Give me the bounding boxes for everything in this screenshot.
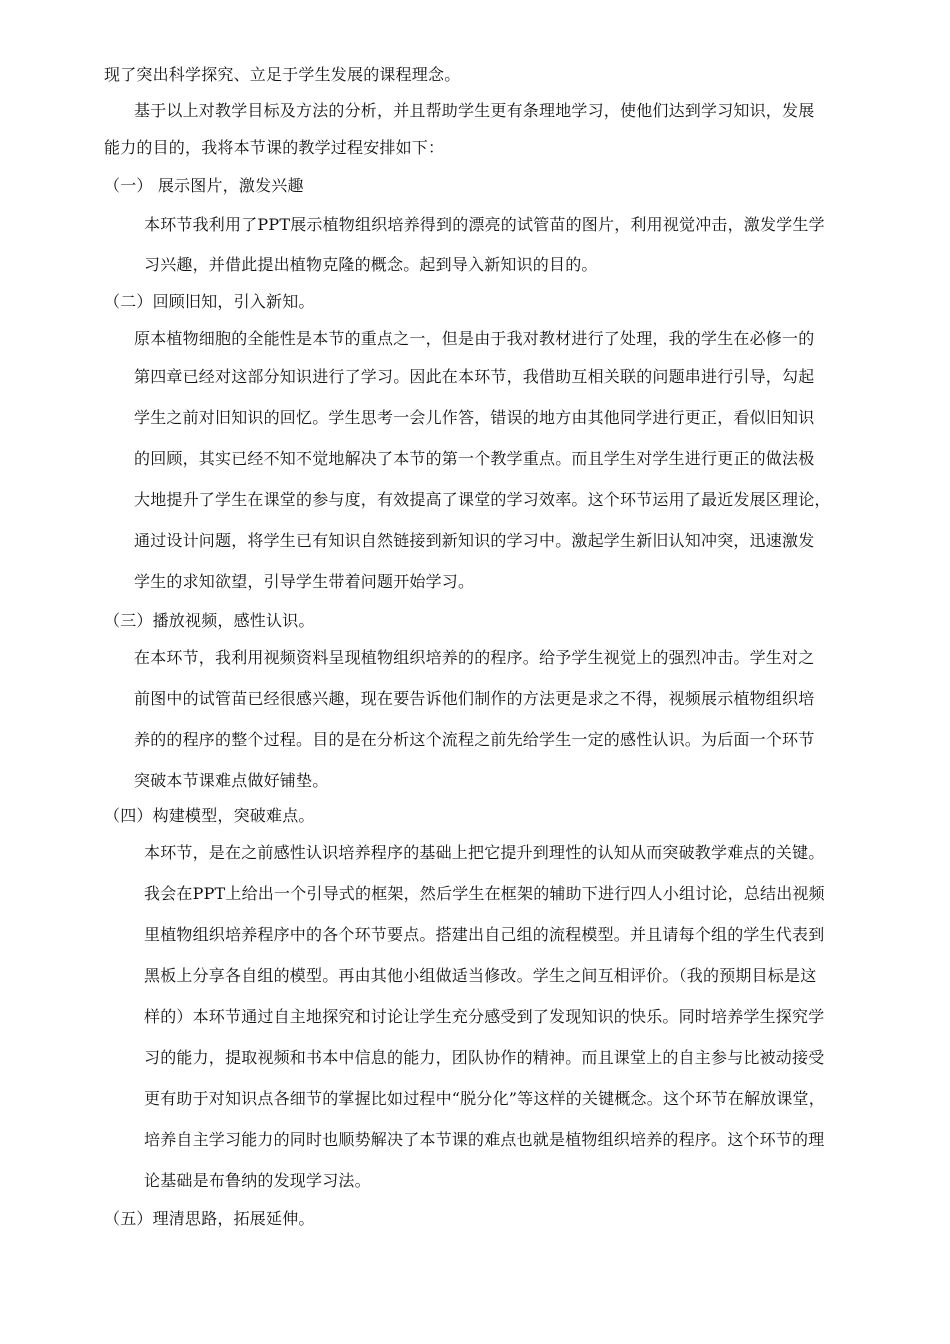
paragraph-line: 里植物组织培养程序中的各个环节要点。搭建出自己组的流程模型。并且请每个组的学生代表到 — [144, 925, 825, 944]
paragraph-line: 前图中的试管苗已经很感兴趣，现在要告诉他们制作的方法更是求之不得，视频展示植物组织培 — [134, 689, 815, 708]
section-heading: （四）构建模型，突破难点。 — [104, 806, 315, 825]
paragraph-line: 学生之前对旧知识的回忆。学生思考一会儿作答，错误的地方由其他同学进行更正，看似旧知识 — [134, 408, 815, 427]
intro-line: 基于以上对教学目标及方法的分析，并且帮助学生更有条理地学习，使他们达到学习知识，发展 — [134, 101, 815, 120]
paragraph-line: 习的能力，提取视频和书本中信息的能力，团队协作的精神。而且课堂上的自主参与比被动接受 — [144, 1048, 825, 1067]
intro-line: 能力的目的，我将本节课的教学过程安排如下： — [104, 138, 445, 157]
paragraph-line: 养的的程序的整个过程。目的是在分析这个流程之前先给学生一定的感性认识。为后面一个环节 — [134, 730, 815, 749]
intro-line: 现了突出科学探究、立足于学生发展的课程理念。 — [104, 65, 461, 84]
paragraph-line: 的回顾，其实已经不知不觉地解决了本节的第一个教学重点。而且学生对学生进行更正的做法极 — [134, 449, 815, 468]
paragraph-line: 突破本节课难点做好铺垫。 — [134, 771, 329, 790]
paragraph-line: 第四章已经对这部分知识进行了学习。因此在本环节，我借助互相关联的问题串进行引导，勾起 — [134, 367, 815, 386]
paragraph-line: 本环节，是在之前感性认识培养程序的基础上把它提升到理性的认知从而突破教学难点的关键。 — [144, 843, 825, 862]
paragraph-line: 我会在PPT上给出一个引导式的框架，然后学生在框架的辅助下进行四人小组讨论，总结出视频 — [144, 884, 825, 903]
paragraph-line: 样的）本环节通过自主地探究和讨论让学生充分感受到了发现知识的快乐。同时培养学生探究学 — [144, 1007, 825, 1026]
paragraph-line: 黑板上分享各自组的模型。再由其他小组做适当修改。学生之间互相评价。（我的预期目标是这 — [144, 966, 817, 985]
paragraph-line: 更有助于对知识点各细节的掌握比如过程中“脱分化”等这样的关键概念。这个环节在解放课堂， — [144, 1089, 825, 1108]
paragraph-line: 本环节我利用了PPT展示植物组织培养得到的漂亮的试管苗的图片，利用视觉冲击，激发学生学 — [144, 215, 825, 234]
paragraph-line: 学生的求知欲望，引导学生带着问题开始学习。 — [134, 572, 475, 591]
section-heading: （二）回顾旧知，引入新知。 — [104, 292, 315, 311]
paragraph-line: 论基础是布鲁纳的发现学习法。 — [144, 1171, 371, 1190]
section-heading: （三）播放视频，感性认识。 — [104, 611, 315, 630]
paragraph-line: 通过设计问题，将学生已有知识自然链接到新知识的学习中。激起学生新旧认知冲突，迅速激发 — [134, 531, 815, 550]
paragraph-line: 培养自主学习能力的同时也顺势解决了本节课的难点也就是植物组织培养的程序。这个环节的理 — [144, 1130, 825, 1149]
paragraph-line: 在本环节，我利用视频资料呈现植物组织培养的的程序。给予学生视觉上的强烈冲击。学生对之 — [134, 648, 815, 667]
paragraph-line: 习兴趣，并借此提出植物克隆的概念。起到导入新知识的目的。 — [144, 255, 598, 274]
paragraph-line: 大地提升了学生在课堂的参与度，有效提高了课堂的学习效率。这个环节运用了最近发展区理论， — [134, 490, 831, 509]
paragraph-line: 原本植物细胞的全能性是本节的重点之一，但是由于我对教材进行了处理，我的学生在必修一的 — [134, 329, 815, 348]
section-heading: （一） 展示图片，激发兴趣 — [104, 176, 304, 195]
section-heading: （五）理清思路，拓展延伸。 — [104, 1209, 315, 1228]
